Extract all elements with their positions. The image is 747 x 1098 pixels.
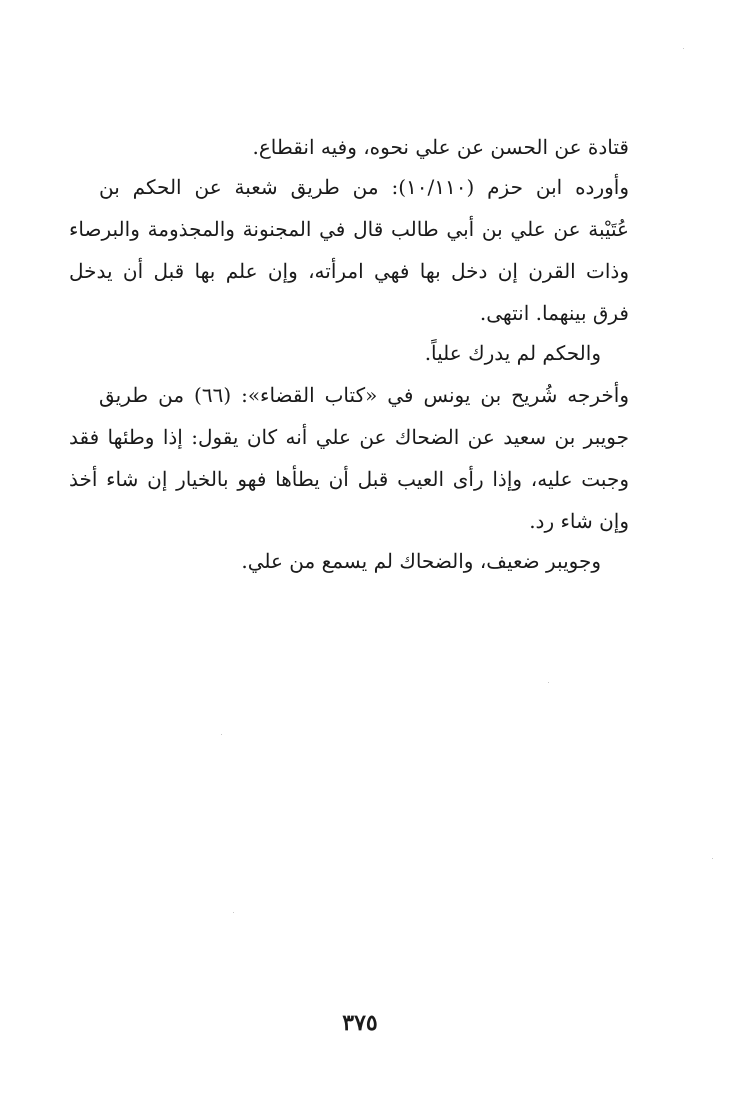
text-line-11: وجويبر ضعيف، والضحاك لم يسمع من علي. [241,549,601,573]
text-line-2: وأورده ابن حزم (١٠/١١٠): من طريق شعبة عن الحكم بن [99,175,629,199]
text-line-9: وجبت عليه، وإذا رأى العيب قبل أن يطأها فهو بالخيار إن شاء أخذ [69,467,629,491]
scan-speck [683,48,684,49]
scan-speck [548,682,549,683]
scan-speck [233,912,234,913]
text-line-7: وأخرجه شُريح بن يونس في «كتاب القضاء»: (٦٦) من طريق [99,383,629,407]
text-line-5: فرق بينهما. انتهى. [479,301,629,325]
text-line-8: جويبر بن سعيد عن الضحاك عن علي أنه كان يقول: إذا وطئها فقد [69,425,629,449]
text-line-1: قتادة عن الحسن عن علي نحوه، وفيه انقطاع. [252,135,629,159]
scan-speck [221,734,222,735]
text-line-6: والحكم لم يدرك علياً. [424,341,601,365]
page-number: ٣٧٥ [342,1010,378,1036]
scan-speck [712,858,713,859]
body-text [69,132,629,592]
text-line-4: وذات القرن إن دخل بها فهي امرأته، وإن علم بها قبل أن يدخل [69,259,629,283]
text-line-3: عُتَيْبة عن علي بن أبي طالب قال في المجنونة والمجذومة والبرصاء [69,217,629,241]
text-line-10: وإن شاء رد. [529,509,629,533]
